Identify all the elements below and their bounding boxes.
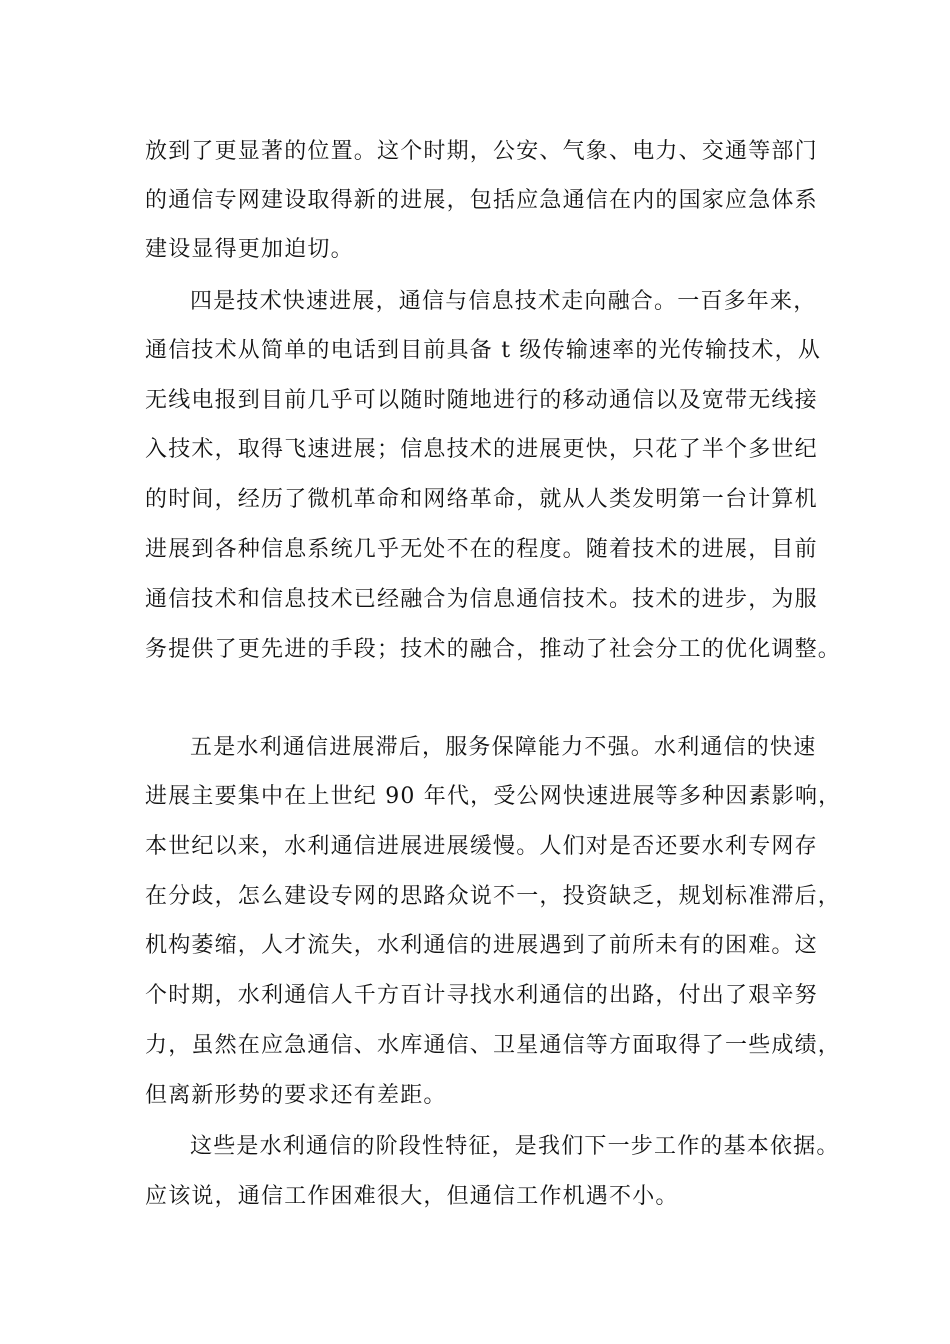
- text-line: 个时期，水利通信人千方百计寻找水利通信的出路，付出了艰辛努: [145, 983, 818, 1008]
- text-line: 的通信专网建设取得新的进展，包括应急通信在内的国家应急体系: [145, 188, 818, 213]
- paragraph-start-line: 五是水利通信进展滞后，服务保障能力不强。水利通信的快速: [190, 735, 817, 760]
- text-line: 进展主要集中在上世纪 90 年代，受公网快速进展等多种因素影响，: [145, 784, 842, 809]
- text-line: 通信技术从简单的电话到目前具备 t 级传输速率的光传输技术，从: [145, 338, 822, 363]
- text-line: 力，虽然在应急通信、水库通信、卫星通信等方面取得了一些成绩，: [145, 1033, 842, 1058]
- paragraph-start-line: 四是技术快速进展，通信与信息技术走向融合。一百多年来，: [190, 289, 817, 314]
- text-line: 入技术，取得飞速进展；信息技术的进展更快，只花了半个多世纪: [145, 437, 818, 462]
- text-line: 建设显得更加迫切。: [145, 237, 354, 262]
- text-line: 无线电报到目前几乎可以随时随地进行的移动通信以及宽带无线接: [145, 388, 818, 413]
- text-line: 进展到各种信息系统几乎无处不在的程度。随着技术的进展，目前: [145, 537, 818, 562]
- text-line: 务提供了更先进的手段；技术的融合，推动了社会分工的优化调整。: [145, 637, 842, 662]
- text-line: 机构萎缩，人才流失，水利通信的进展遇到了前所未有的困难。这: [145, 933, 818, 958]
- text-line: 应该说，通信工作困难很大，但通信工作机遇不小。: [145, 1184, 679, 1209]
- paragraph-start-line: 这些是水利通信的阶段性特征，是我们下一步工作的基本依据。: [190, 1134, 840, 1159]
- text-line: 本世纪以来，水利通信进展进展缓慢。人们对是否还要水利专网存: [145, 834, 818, 859]
- text-line: 通信技术和信息技术已经融合为信息通信技术。技术的进步，为服: [145, 587, 818, 612]
- text-line: 在分歧，怎么建设专网的思路众说不一，投资缺乏，规划标准滞后，: [145, 884, 842, 909]
- text-line: 的时间，经历了微机革命和网络革命，就从人类发明第一台计算机: [145, 487, 818, 512]
- text-line: 放到了更显著的位置。这个时期，公安、气象、电力、交通等部门: [145, 139, 818, 164]
- text-line: 但离新形势的要求还有差距。: [145, 1083, 447, 1108]
